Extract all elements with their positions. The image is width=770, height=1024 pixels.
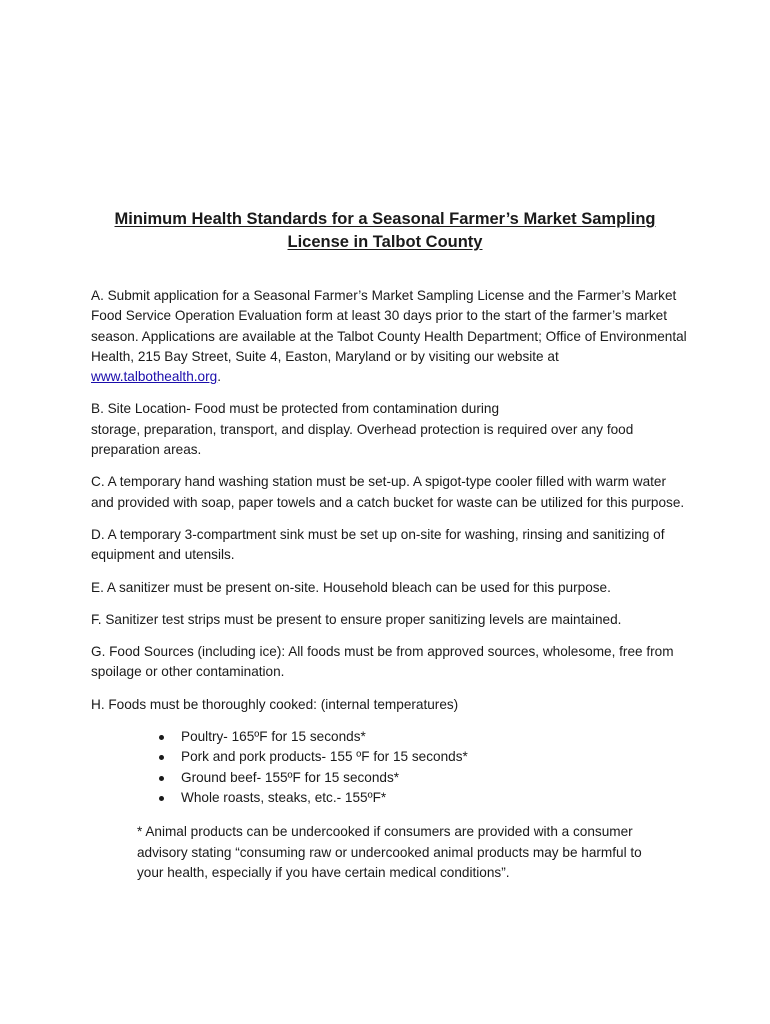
paragraph-b-rest: storage, preparation, transport, and display. Overhead protection is required over any food preparation areas. [91, 421, 634, 458]
paragraph-f: F. Sanitizer test strips must be present to ensure proper sanitizing levels are maintained. [91, 611, 622, 627]
list-item [159, 727, 691, 747]
document-title [60, 208, 710, 254]
paragraph-a [91, 286, 691, 387]
temperature-list [91, 727, 691, 808]
list-item [159, 747, 691, 767]
list-item [159, 788, 691, 808]
paragraph-e: E. A sanitizer must be present on-site. Household bleach can be used for this purpose. [91, 579, 611, 595]
bullet-icon [159, 755, 164, 760]
paragraph-a-end: . [217, 369, 221, 385]
consumer-advisory-note: * Animal products can be undercooked if consumers are provided with a consumer advisory stating “consuming raw or undercooked animal products may be harmful to your health, especially if you have certain medical conditions”. [137, 824, 642, 880]
paragraph-b-line1: B. Site Location- Food must be protected from contamination during [91, 401, 500, 417]
list-item-text: Whole roasts, steaks, etc.- 155ºF* [181, 789, 387, 805]
title-line-1: Minimum Health Standards for a Seasonal Farmer’s Market Sampling [114, 210, 656, 228]
paragraph-b [91, 399, 691, 460]
paragraph-h: H. Foods must be thoroughly cooked: (internal temperatures) [91, 696, 459, 712]
document-body [91, 286, 691, 883]
list-item-text: Poultry- 165ºF for 15 seconds* [181, 729, 366, 745]
list-item-text: Pork and pork products- 155 ºF for 15 seconds* [181, 749, 468, 765]
website-link[interactable]: www.talbothealth.org [91, 369, 218, 385]
bullet-icon [159, 735, 164, 740]
paragraph-d: D. A temporary 3-compartment sink must be set up on-site for washing, rinsing and sanitizing of equipment and utensils. [91, 526, 665, 563]
paragraph-a-text: A. Submit application for a Seasonal Farmer’s Market Sampling License and the Farmer’s Market Food Service Operation Evaluation form at least 30 days prior to the start of the farmer’s market season. Applications are available at the Talbot County Health Department; Office of Environmental Health, 215 Bay Street, Suite 4, Easton, Maryland or by visiting our website at [91, 288, 687, 364]
title-line-2: License in Talbot County [287, 233, 483, 251]
bullet-icon [159, 796, 164, 801]
paragraph-c: C. A temporary hand washing station must be set-up. A spigot-type cooler filled with warm water and provided with soap, paper towels and a catch bucket for waste can be utilized for this purpose. [91, 474, 685, 510]
list-item-text: Ground beef- 155ºF for 15 seconds* [181, 769, 400, 785]
list-item [159, 768, 691, 788]
paragraph-g: G. Food Sources (including ice): All foods must be from approved sources, wholesome, free from spoilage or other contamination. [91, 644, 674, 680]
bullet-icon [159, 776, 164, 781]
